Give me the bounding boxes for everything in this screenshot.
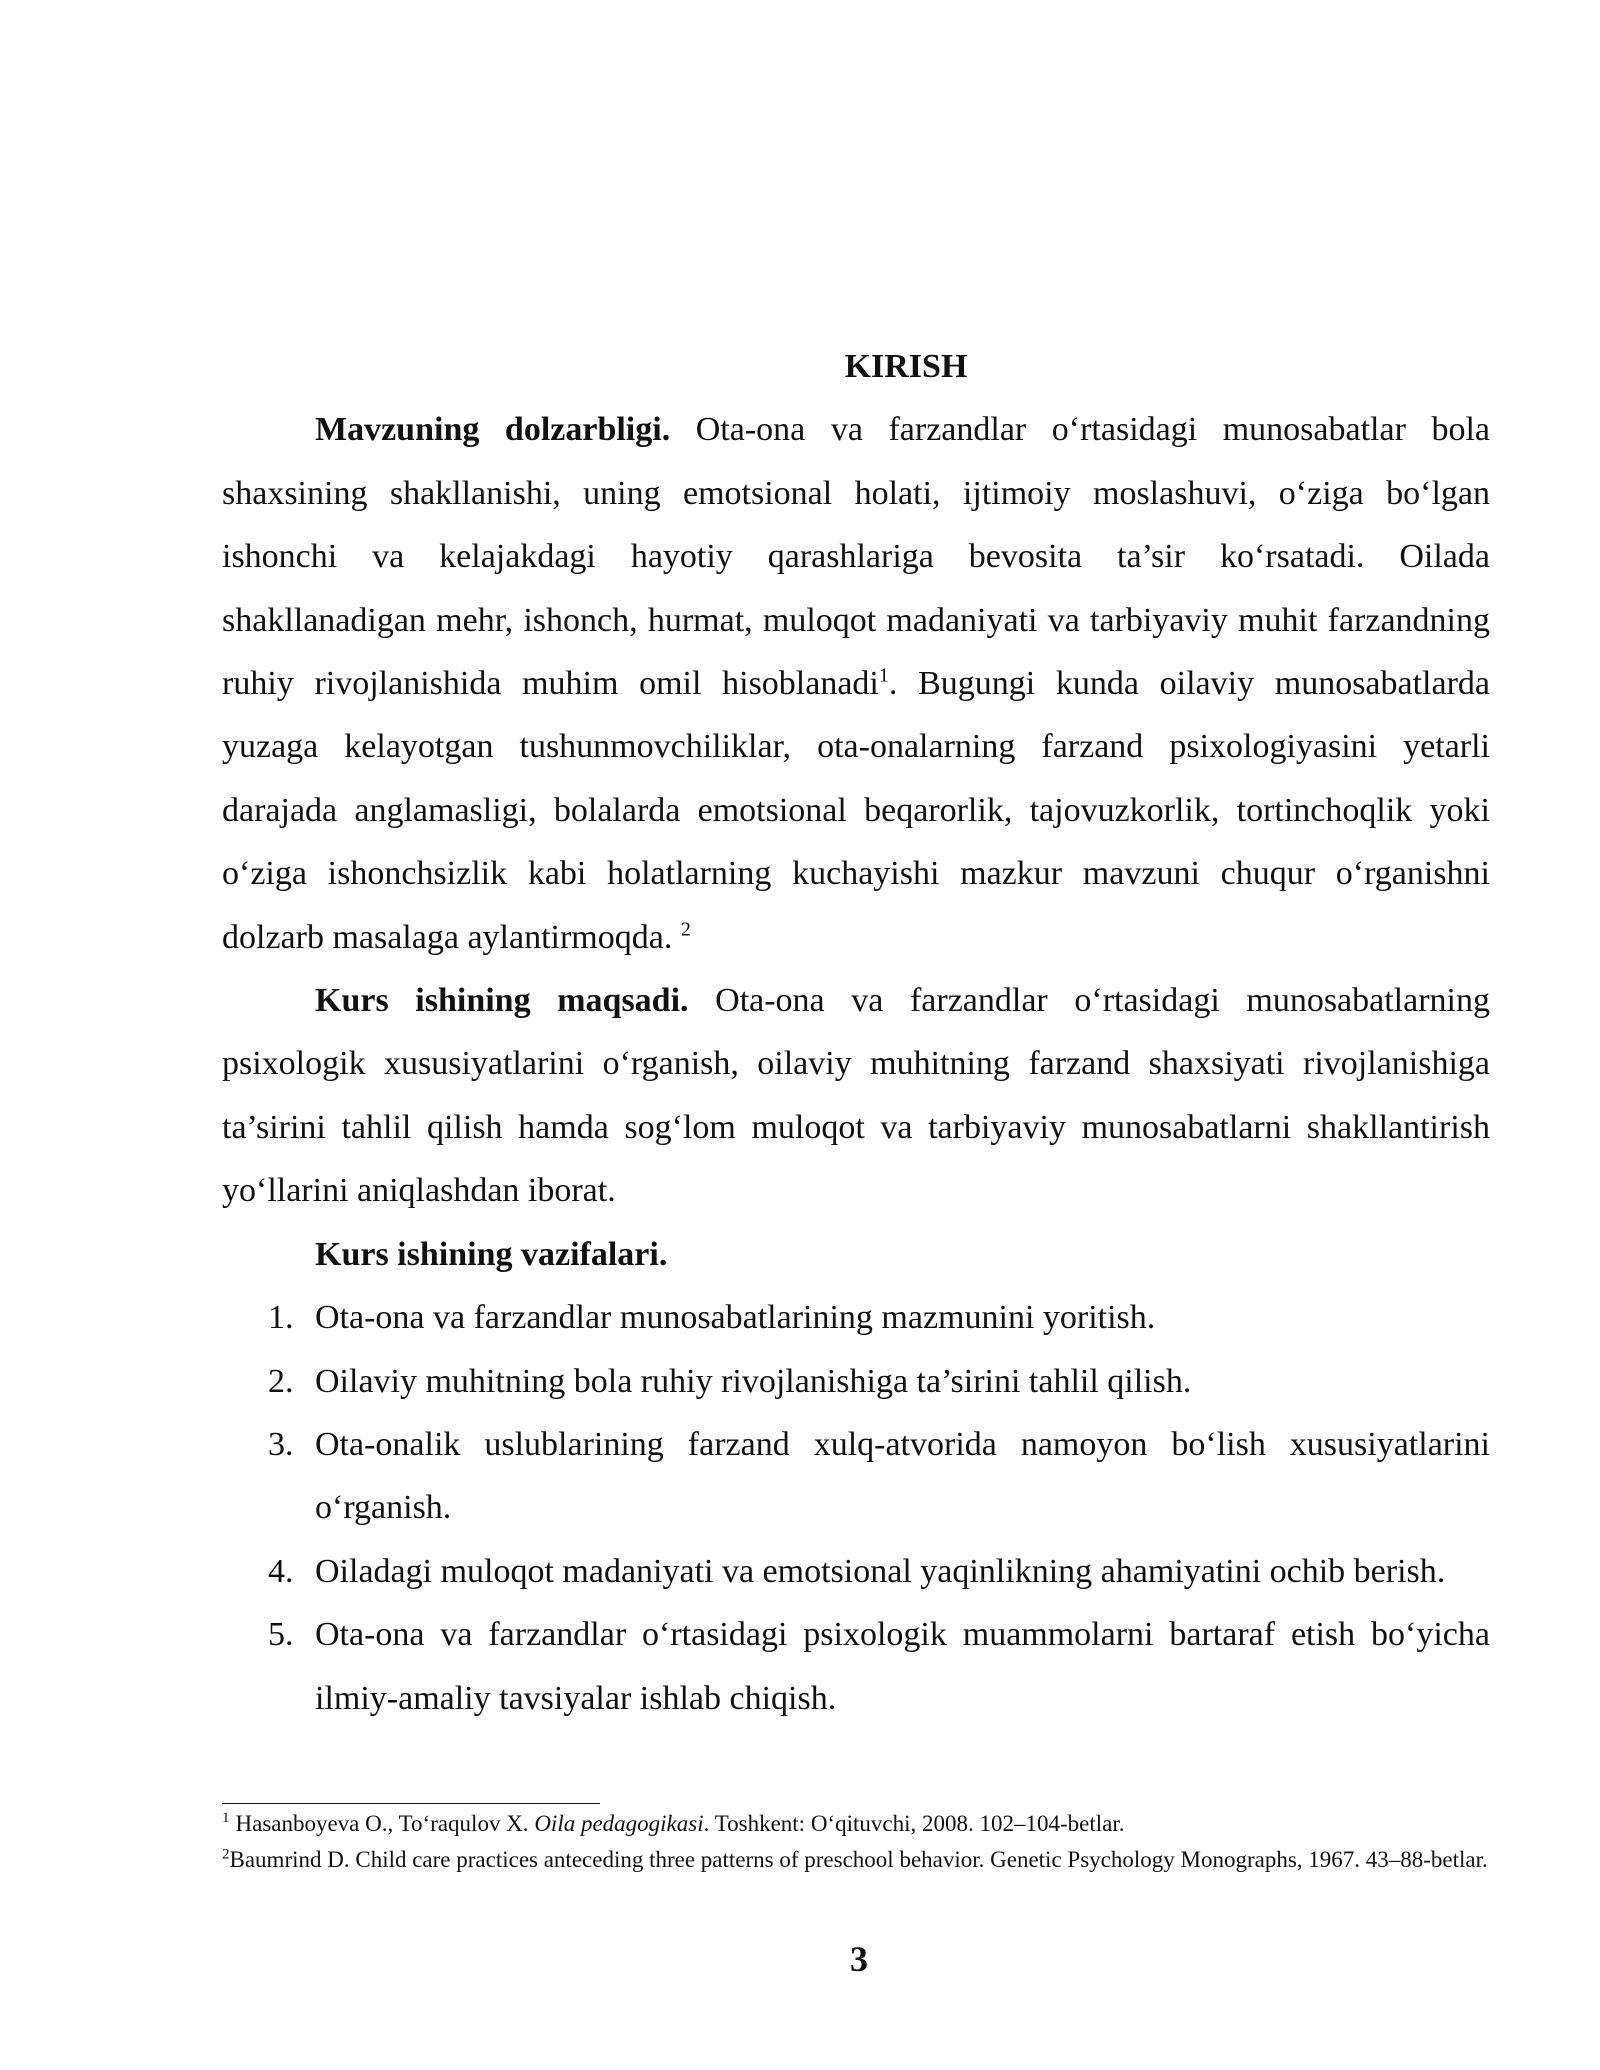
footnote-2 [222, 1842, 1490, 1878]
goal-paragraph [222, 969, 1490, 1223]
list-item-text: Ota-onalik uslublarining farzand xulq-atvorida namoyon bo‘lish xususiyatlarini o‘rganish. [315, 1425, 1490, 1527]
list-item-number: 1. [268, 1299, 294, 1337]
page-body [222, 335, 1490, 1730]
list-item-number: 2. [268, 1362, 294, 1400]
footnote-2-text: Baumrind D. Child care practices anteceding three patterns of preschool behavior. Genetic Psychology Monographs, 1967. 43–88-betlar. [229, 1846, 1488, 1872]
list-item-number: 4. [268, 1552, 294, 1590]
footnote-1-mark: 1 [222, 1810, 230, 1827]
tasks-heading: Kurs ishining vazifalari. [315, 1235, 668, 1273]
list-item [222, 1350, 1490, 1413]
list-item-number: 3. [268, 1425, 294, 1463]
footnotes [222, 1806, 1490, 1877]
list-item-number: 5. [268, 1616, 294, 1654]
footnote-ref-1[interactable]: 1 [878, 664, 889, 687]
footnote-1 [222, 1806, 1490, 1842]
list-item-text: Ota-ona va farzandlar munosabatlarining mazmunini yoritish. [315, 1299, 1156, 1337]
footnote-ref-2[interactable]: 2 [680, 918, 691, 941]
list-item [222, 1603, 1490, 1730]
goal-heading: Kurs ishining maqsadi. [315, 982, 689, 1020]
footnote-1-rest: . Toshkent: O‘qituvchi, 2008. 102–104-betlar. [703, 1811, 1125, 1836]
footnote-divider [222, 1803, 600, 1804]
tasks-list [222, 1286, 1490, 1730]
page-title: KIRISH [844, 348, 968, 385]
list-item-text: Oiladagi muloqot madaniyati va emotsional yaqinlikning ahamiyatini ochib berish. [315, 1552, 1446, 1590]
relevance-text-part2: . Bugungi kunda oilaviy munosabatlarda yuzaga kelayotgan tushunmovchiliklar, ota-onalarning farzand psixologiyasini yetarli darajada anglamasligi, bolalarda emotsional beqarorlik, tajovuzkorlik, tortinchoqlik yoki o‘ziga ishonchsizlik kabi holatlarning kuchayishi mazkur mavzuni chuqur o‘rganishni dolzarb masalaga aylantirmoqda. [222, 665, 1491, 956]
footnote-1-authors: Hasanboyeva O., To‘raqulov X. [235, 1811, 535, 1836]
list-item-text: Ota-ona va farzandlar o‘rtasidagi psixologik muammolarni bartaraf etish bo‘yicha ilmiy-amaliy tavsiyalar ishlab chiqish. [315, 1616, 1490, 1717]
footnote-1-title: Oila pedagogikasi [534, 1811, 704, 1836]
relevance-paragraph [222, 398, 1490, 969]
footnote-2-mark: 2 [222, 1845, 230, 1862]
list-item [222, 1540, 1490, 1603]
list-item [222, 1286, 1490, 1349]
list-item-text: Oilaviy muhitning bola ruhiy rivojlanishiga ta’sirini tahlil qilish. [315, 1362, 1192, 1400]
list-item [222, 1413, 1490, 1540]
relevance-text-part1: Ota-ona va farzandlar o‘rtasidagi munosabatlar bola shaxsining shakllanishi, uning emotsional holati, ijtimoiy moslashuvi, o‘ziga bo‘lgan ishonchi va kelajakdagi hayotiy qarashlariga bevosita ta’sir ko‘rsatadi. Oilada shakllanadigan mehr, ishonch, hurmat, muloqot madaniyati va tarbiyaviy muhit farzandning ruhiy rivojlanishida muhim omil hisoblanadi [222, 411, 1490, 703]
goal-text: Ota-ona va farzandlar o‘rtasidagi munosabatlarning psixologik xususiyatlarini o‘rganish, oilaviy muhitning farzand shaxsiyati rivojlanishiga ta’sirini tahlil qilish hamda sog‘lom muloqot va tarbiyaviy munosabatlarni shakllantirish yo‘llarini aniqlashdan iborat. [222, 982, 1490, 1210]
relevance-heading: Mavzuning dolzarbligi. [315, 411, 671, 449]
page-number: 3 [850, 1939, 868, 1979]
